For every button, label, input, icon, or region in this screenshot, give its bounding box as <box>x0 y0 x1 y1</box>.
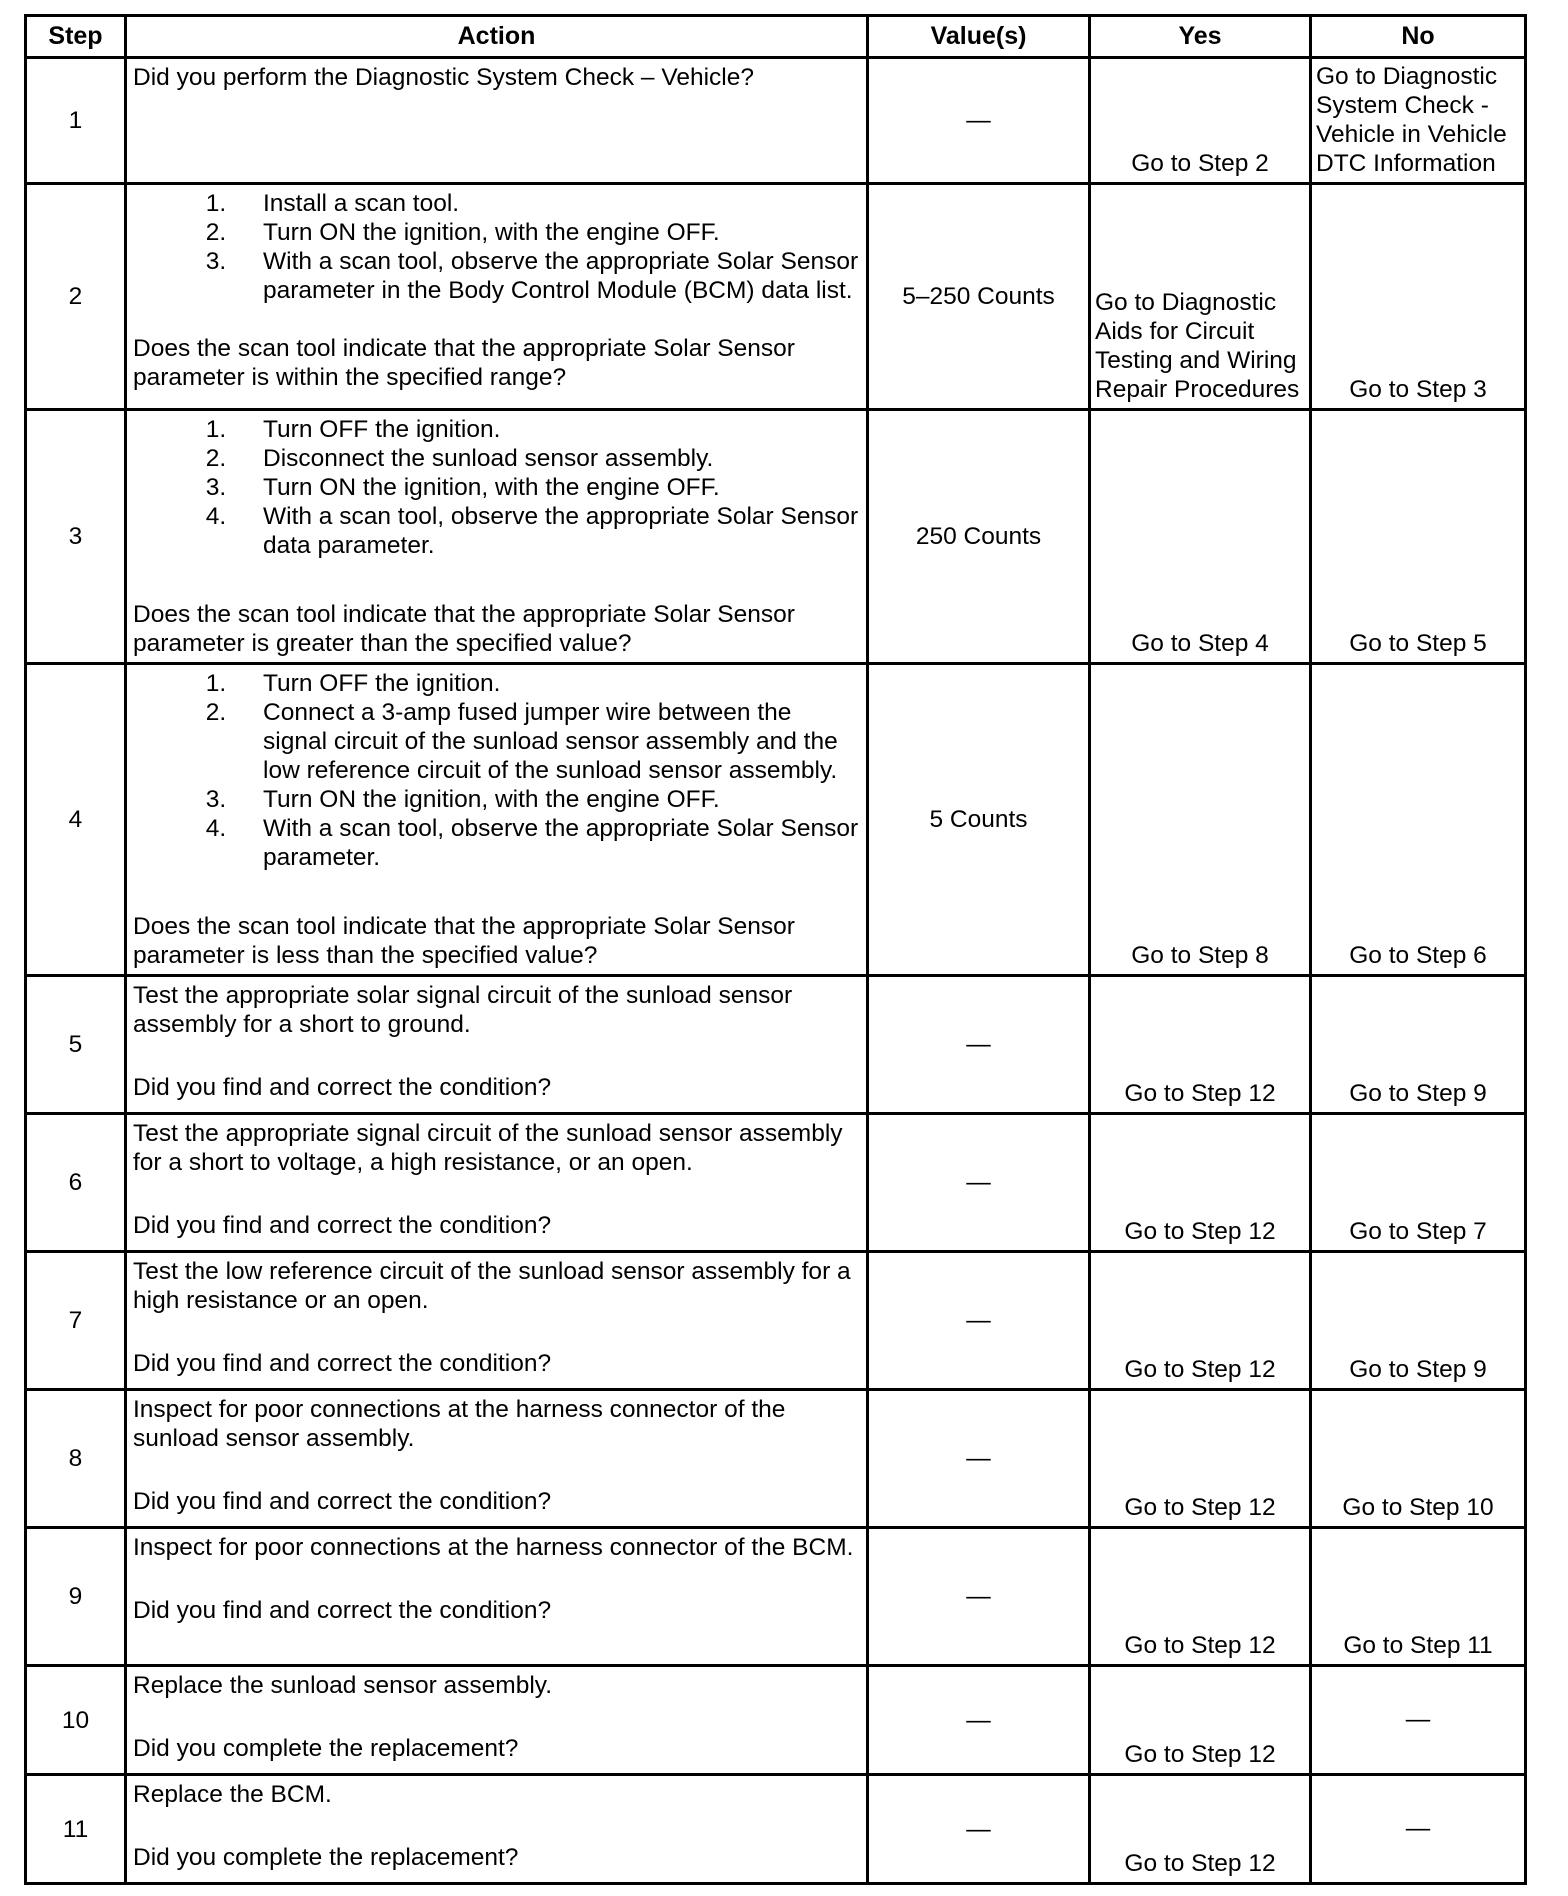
action-cell <box>126 976 868 1114</box>
value-cell: — <box>868 1252 1090 1390</box>
substep: 4. With a scan tool, observe the appropriate Solar Sensor parameter. <box>233 814 862 872</box>
question-text: Did you complete the replacement? <box>133 1844 519 1871</box>
action-text: Test the appropriate signal circuit of the sunload sensor assembly for a short to voltage, a high resistance, or an open. <box>133 1120 843 1176</box>
yes-cell: Go to Step 4 <box>1090 410 1311 664</box>
header-yes: Yes <box>1090 16 1311 58</box>
yes-cell: Go to Step 2 <box>1090 58 1311 184</box>
step-number: 1 <box>26 58 126 184</box>
header-step: Step <box>26 16 126 58</box>
yes-cell: Go to Step 12 <box>1090 1390 1311 1528</box>
table-row <box>26 1252 1526 1390</box>
substep-list <box>133 669 862 872</box>
step-number: 4 <box>26 664 126 976</box>
action-text: Replace the BCM. <box>133 1781 332 1808</box>
step-number: 6 <box>26 1114 126 1252</box>
header-values: Value(s) <box>868 16 1090 58</box>
value-cell: 5–250 Counts <box>868 184 1090 410</box>
action-cell <box>126 1390 868 1528</box>
header-no: No <box>1311 16 1526 58</box>
value-cell: — <box>868 976 1090 1114</box>
question-text: Does the scan tool indicate that the appropriate Solar Sensor parameter is less than the specified value? <box>133 913 795 969</box>
question-text: Does the scan tool indicate that the appropriate Solar Sensor parameter is greater than the specified value? <box>133 601 795 657</box>
value-cell: 250 Counts <box>868 410 1090 664</box>
action-text: Did you perform the Diagnostic System Check – Vehicle? <box>133 64 754 91</box>
question-text: Did you complete the replacement? <box>133 1735 519 1762</box>
no-cell: — <box>1311 1775 1526 1884</box>
substep: 2. Connect a 3-amp fused jumper wire between the signal circuit of the sunload sensor assembly and the low reference circuit of the sunload sensor assembly. <box>233 698 862 785</box>
substep: 2. Disconnect the sunload sensor assembly. <box>233 444 862 473</box>
no-cell: Go to Step 9 <box>1311 976 1526 1114</box>
action-text: Replace the sunload sensor assembly. <box>133 1672 553 1699</box>
yes-cell: Go to Step 8 <box>1090 664 1311 976</box>
table-row <box>26 184 1526 410</box>
no-cell: Go to Diagnostic System Check - Vehicle in Vehicle DTC Information <box>1311 58 1526 184</box>
no-cell: Go to Step 10 <box>1311 1390 1526 1528</box>
yes-cell: Go to Diagnostic Aids for Circuit Testing and Wiring Repair Procedures <box>1090 184 1311 410</box>
substep: 1. Turn OFF the ignition. <box>233 415 862 444</box>
no-cell: Go to Step 11 <box>1311 1528 1526 1666</box>
substep: 1. Turn OFF the ignition. <box>233 669 862 698</box>
yes-cell: Go to Step 12 <box>1090 1114 1311 1252</box>
value-cell: — <box>868 58 1090 184</box>
substep: 3. Turn ON the ignition, with the engine OFF. <box>233 473 862 502</box>
yes-cell: Go to Step 12 <box>1090 1528 1311 1666</box>
action-text: Test the low reference circuit of the sunload sensor assembly for a high resistance or an open. <box>133 1258 851 1314</box>
value-cell: — <box>868 1390 1090 1528</box>
question-text: Did you find and correct the condition? <box>133 1488 552 1515</box>
question-text: Did you find and correct the condition? <box>133 1074 552 1101</box>
step-number: 10 <box>26 1666 126 1775</box>
substep-list <box>133 189 862 305</box>
no-cell: Go to Step 7 <box>1311 1114 1526 1252</box>
question-text: Does the scan tool indicate that the appropriate Solar Sensor parameter is within the specified range? <box>133 335 795 391</box>
table-row <box>26 1390 1526 1528</box>
action-text: Inspect for poor connections at the harness connector of the sunload sensor assembly. <box>133 1396 786 1452</box>
table-row <box>26 1666 1526 1775</box>
step-number: 2 <box>26 184 126 410</box>
table-row <box>26 1528 1526 1666</box>
value-cell: — <box>868 1114 1090 1252</box>
no-cell: — <box>1311 1666 1526 1775</box>
no-cell: Go to Step 5 <box>1311 410 1526 664</box>
step-number: 11 <box>26 1775 126 1884</box>
step-number: 8 <box>26 1390 126 1528</box>
yes-cell: Go to Step 12 <box>1090 1252 1311 1390</box>
action-text: Inspect for poor connections at the harness connector of the BCM. <box>133 1534 854 1561</box>
substep: 2. Turn ON the ignition, with the engine OFF. <box>233 218 862 247</box>
substep: 3. Turn ON the ignition, with the engine OFF. <box>233 785 862 814</box>
action-cell <box>126 1775 868 1884</box>
substep-list <box>133 415 862 560</box>
action-cell <box>126 1114 868 1252</box>
yes-cell: Go to Step 12 <box>1090 1775 1311 1884</box>
table-row <box>26 1114 1526 1252</box>
question-text: Did you find and correct the condition? <box>133 1597 552 1624</box>
step-number: 5 <box>26 976 126 1114</box>
step-number: 7 <box>26 1252 126 1390</box>
action-text: Test the appropriate solar signal circuit of the sunload sensor assembly for a short to ground. <box>133 982 793 1038</box>
action-cell <box>126 1666 868 1775</box>
action-cell <box>126 1252 868 1390</box>
table-row <box>26 664 1526 976</box>
header-row <box>26 16 1526 58</box>
step-number: 9 <box>26 1528 126 1666</box>
diagnostic-table <box>24 14 1527 1885</box>
yes-cell: Go to Step 12 <box>1090 976 1311 1114</box>
no-cell: Go to Step 9 <box>1311 1252 1526 1390</box>
action-cell <box>126 1528 868 1666</box>
action-cell <box>126 58 868 184</box>
no-cell: Go to Step 3 <box>1311 184 1526 410</box>
yes-cell: Go to Step 12 <box>1090 1666 1311 1775</box>
substep: 3. With a scan tool, observe the appropriate Solar Sensor parameter in the Body Control Module (BCM) data list. <box>233 247 862 305</box>
value-cell: — <box>868 1528 1090 1666</box>
action-cell <box>126 410 868 664</box>
table-row <box>26 1775 1526 1884</box>
action-cell <box>126 664 868 976</box>
table-row <box>26 58 1526 184</box>
question-text: Did you find and correct the condition? <box>133 1350 552 1377</box>
table-row <box>26 410 1526 664</box>
action-cell <box>126 184 868 410</box>
substep: 1. Install a scan tool. <box>233 189 862 218</box>
step-number: 3 <box>26 410 126 664</box>
value-cell: — <box>868 1775 1090 1884</box>
header-action: Action <box>126 16 868 58</box>
question-text: Did you find and correct the condition? <box>133 1212 552 1239</box>
substep: 4. With a scan tool, observe the appropriate Solar Sensor data parameter. <box>233 502 862 560</box>
value-cell: 5 Counts <box>868 664 1090 976</box>
value-cell: — <box>868 1666 1090 1775</box>
no-cell: Go to Step 6 <box>1311 664 1526 976</box>
table-row <box>26 976 1526 1114</box>
